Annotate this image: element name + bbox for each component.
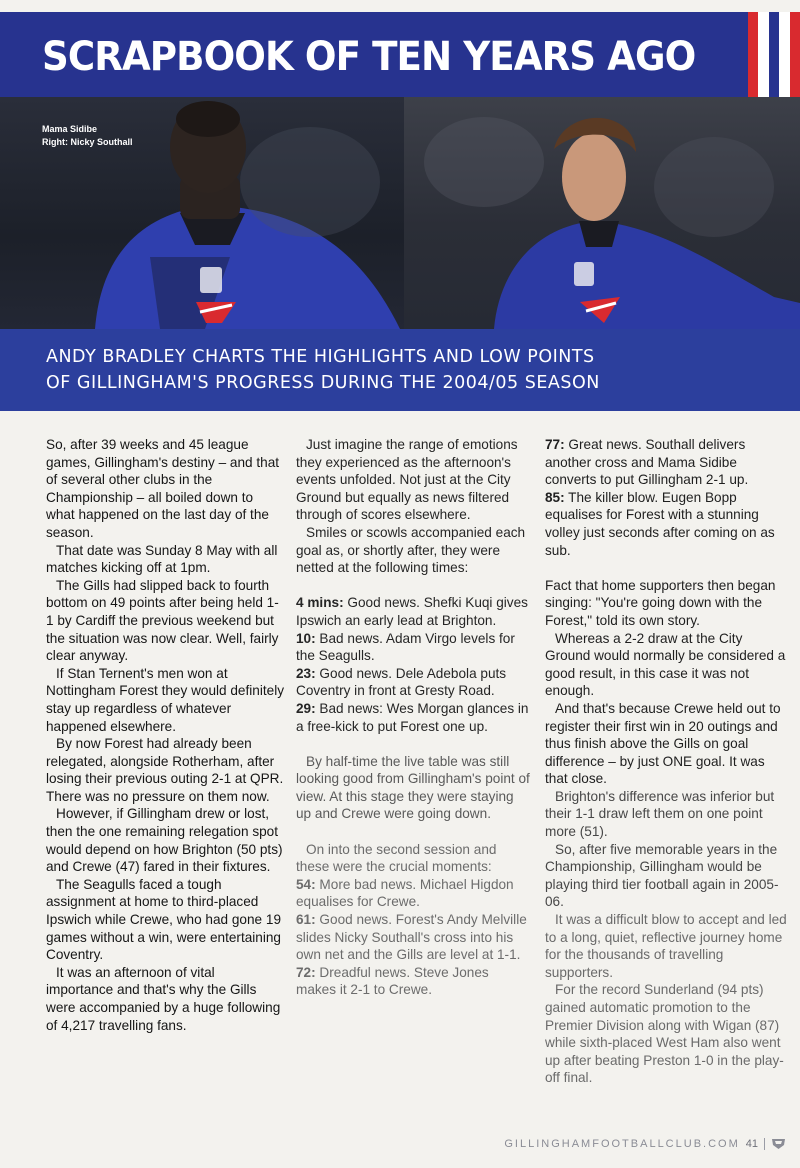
photo-nicky-southall [404,97,800,329]
standfirst-band [0,329,800,411]
article-paragraph: And that's because Crewe held out to register their first win in 20 outings and thus finish above the Gills on goal difference – by just ONE goal. It was that close. [545,700,781,787]
flag-stripes [748,12,800,97]
article-paragraph: The Gills had slipped back to fourth bottom on 49 points after being held 1-1 by Cardiff the previous weekend but the situation was now clear. Well, fairly clear anyway. [46,577,279,664]
goal-time: 4 mins: [296,595,344,611]
photo-mama-sidibe [0,97,404,329]
goal-entry [296,700,532,735]
article-paragraph: However, if Gillingham drew or lost, then the one remaining relegation spot would depend on how Brighton (50 pts) and Crewe (47) fared in their fixtures. [46,806,283,875]
lead-paragraph: So, after 39 weeks and 45 league games, Gillingham's destiny – and that of several other clubs in the Championship – all boiled down to what happened on the last day of the season. [46,437,280,540]
stripe-white [758,12,768,97]
goal-text: Good news. Shefki Kuqi gives Ipswich an early lead at Brighton. [296,595,528,628]
column-3-bottom [545,911,790,1087]
goal-text: Good news. Dele Adebola puts Coventry in front at Gresty Road. [296,665,507,699]
article-paragraph: On into the second session and these were the crucial moments: [296,841,497,875]
column-3-top [545,436,790,788]
caption-line-1: Mama Sidibe [42,124,98,134]
column-2-middle [296,753,532,823]
goal-text: Good news. Forest's Andy Melville slides Nicky Southall's cross into his own net and the Gills are level at 1-1. [296,912,527,963]
goal-time: 77: [545,437,565,452]
article-paragraph: The Seagulls faced a tough assignment at home to third-placed Ipswich while Crewe, who had gone 19 games without a win, were entertaining Coventry. [46,876,282,963]
stripe-blue [769,12,779,97]
article-paragraph: Just imagine the range of emotions they experienced as the afternoon's events unfolded. Not just at the City Ground but equally as news filtered through of scores elsewhere. [296,437,518,523]
stripe-white-2 [779,12,789,97]
goal-entry [296,964,532,999]
title-bar [0,12,800,97]
goal-text: More bad news. Michael Higdon equalises for Crewe. [296,876,514,910]
goal-entry [296,876,532,911]
stripe-red [748,12,758,97]
article-column-2 [296,436,532,999]
column-2-top [296,436,532,735]
article-paragraph: By half-time the live table was still looking good from Gillingham's point of view. At this stage they were staying up and Crewe were going down. [296,753,530,822]
article-body [0,436,800,1116]
goal-entry [545,489,790,559]
goal-text: Great news. Southall delivers another cross and Mama Sidibe converts to put Gillingham 2-1 up. [545,437,749,488]
standfirst [46,344,766,396]
footer-divider [764,1138,765,1150]
article-paragraph: By now Forest had already been relegated, alongside Rotherham, after losing their previous outing 2-1 at QPR. There was no pressure on them now. [46,736,284,804]
goal-text: Bad news. Adam Virgo levels for the Seagulls. [296,630,515,664]
goal-time: 61: [296,912,316,928]
standfirst-line-2: OF GILLINGHAM'S PROGRESS DURING THE 2004/05 SEASON [46,373,600,393]
article-paragraph: Fact that home supporters then began singing: "You're going down with the Forest," told its own story. [545,577,776,628]
goal-entry [296,630,532,665]
article-column-3 [545,436,790,1087]
goal-text: Bad news: Wes Morgan glances in a free-kick to put Forest one up. [296,700,529,734]
article-column-1 [46,436,284,1034]
goal-time: 10: [296,630,316,646]
page-number: 41 [745,1137,758,1150]
column-2-bottom [296,841,532,999]
article-paragraph: Smiles or scowls accompanied each goal as, or shortly after, they were netted at the following times: [296,524,526,576]
article-paragraph: So, after five memorable years in the Championship, Gillingham would be playing third tier football again in 2005-06. [545,841,779,910]
goal-time: 23: [296,665,316,681]
club-crest-icon [771,1137,786,1150]
caption-line-2: Right: Nicky Southall [42,137,133,147]
goal-text: The killer blow. Eugen Bopp equalises for Forest with a stunning volley just seconds after coming on as sub. [545,489,775,558]
article-paragraph: For the record Sunderland (94 pts) gained automatic promotion to the Premier Division along with Wigan (87) while sixth-placed West Ham also went up after beating Preston 1-0 in the play-off final. [545,982,784,1086]
goal-time: 85: [545,489,565,505]
article-paragraph: It was a difficult blow to accept and led to a long, quiet, reflective journey home for the thousands of travelling supporters. [545,912,787,980]
article-paragraph: Brighton's difference was inferior but their 1-1 draw left them on one point more (51). [545,788,775,840]
column-3-middle [545,788,790,911]
photo-caption [42,123,133,149]
goal-time: 72: [296,964,316,980]
goal-time: 29: [296,700,316,716]
stripe-red-2 [790,12,800,97]
article-paragraph: If Stan Ternent's men won at Nottingham Forest they would definitely stay up regardless of whatever happened elsewhere. [46,665,285,734]
goal-entry [296,911,532,964]
photo-strip [0,97,800,329]
page-footer [504,1137,786,1150]
article-paragraph: That date was Sunday 8 May with all matches kicking off at 1pm. [46,542,278,576]
footer-website: GILLINGHAMFOOTBALLCLUB.COM [504,1137,740,1150]
goal-entry [296,665,532,700]
standfirst-line-1: ANDY BRADLEY CHARTS THE HIGHLIGHTS AND LOW POINTS [46,347,595,367]
page-title: SCRAPBOOK OF TEN YEARS AGO [42,34,696,80]
article-paragraph: It was an afternoon of vital importance and that's why the Gills were accompanied by a huge following of 4,217 travelling fans. [46,964,281,1033]
goal-text: Dreadful news. Steve Jones makes it 2-1 to Crewe. [296,964,489,998]
article-paragraph: Whereas a 2-2 draw at the City Ground would normally be considered a good result, in this case it was not enough. [545,630,786,699]
goal-entry [296,594,532,629]
goal-entry [545,436,790,489]
goal-time: 54: [296,876,316,892]
